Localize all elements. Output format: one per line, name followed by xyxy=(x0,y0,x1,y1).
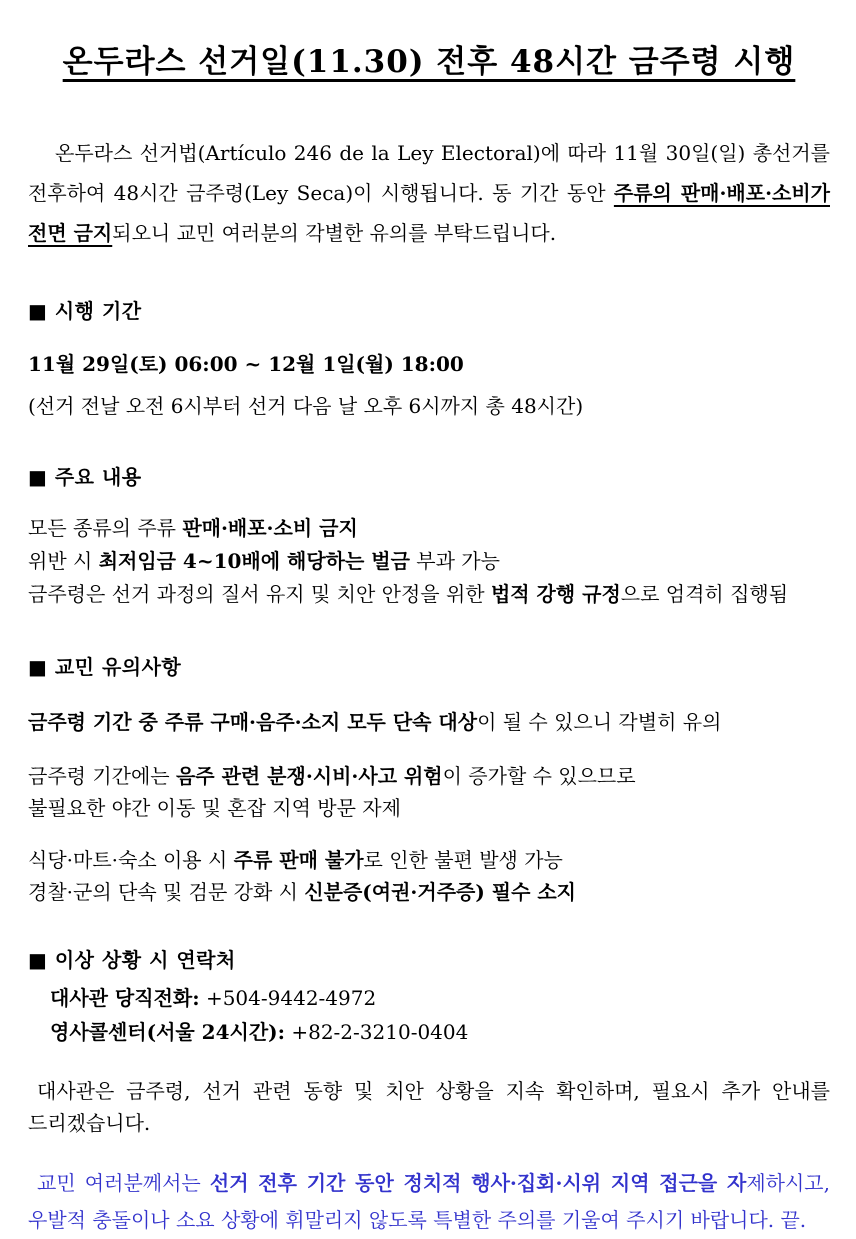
main-line-3 xyxy=(28,578,830,611)
notice-p4-bold: 신분증(여권·거주증) 필수 소지 xyxy=(304,880,576,904)
period-note-line: (선거 전날 오전 6시부터 선거 다음 날 오후 6시까지 총 48시간) xyxy=(28,394,584,418)
main-line2-pre: 위반 시 xyxy=(28,549,99,573)
notice-p4-pre: 경찰·군의 단속 및 검문 강화 시 xyxy=(28,880,305,904)
page-title xyxy=(28,36,830,81)
section-heading-notice: ■ 교민 유의사항 xyxy=(28,655,182,679)
period-date-line: 11월 29일(토) 06:00 ~ 12월 1일(월) 18:00 xyxy=(28,352,464,376)
notice-paragraph-1 xyxy=(28,706,830,738)
main-line3-post: 으로 엄격히 집행됨 xyxy=(620,582,789,606)
embassy-phone-label: 대사관 당직전화: xyxy=(50,986,200,1010)
closing-p2-bold: 선거 전후 기간 동안 정치적 행사·집회·시위 지역 접근을 자 xyxy=(209,1171,747,1195)
main-line1-pre: 모든 종류의 주류 xyxy=(28,516,183,540)
intro-text-1: 온두라스 선거법(Artículo 246 de la Ley Electoral)에 따라 11월 30일(일) 총선거를 전후하여 48시간 금주령(Ley Seca)이 시행됩니다. 동 기간 동안 xyxy=(28,141,830,205)
closing-p2-post: 제하시고, 우발적 충돌이나 소요 상황에 휘말리지 않도록 특별한 주의를 기울여 주시기 바랍니다. 끝. xyxy=(28,1171,830,1232)
main-line2-bold: 최저임금 4~10배에 해당하는 벌금 xyxy=(98,549,410,573)
main-line3-bold: 법적 강행 규정 xyxy=(490,582,621,606)
main-line-2 xyxy=(28,545,830,578)
callcenter-number: +82-2-3210-0404 xyxy=(284,1020,469,1044)
notice-paragraph-2 xyxy=(28,760,830,824)
closing-p2-pre: 교민 여러분께서는 xyxy=(37,1171,210,1195)
notice-paragraph-3 xyxy=(28,844,830,908)
page-title-text: 온두라스 선거일(11.30) 전후 48시간 금주령 시행 xyxy=(62,44,796,80)
notice-p1-post: 이 될 수 있으니 각별히 유의 xyxy=(477,710,722,734)
main-content-block xyxy=(28,512,830,611)
contact-line-callcenter xyxy=(50,1015,830,1049)
contact-info-block xyxy=(28,981,830,1049)
main-line1-bold: 판매·배포·소비 금지 xyxy=(182,516,358,540)
closing-paragraph-2 xyxy=(28,1165,830,1239)
main-line2-post: 부과 가능 xyxy=(409,549,500,573)
contact-line-embassy xyxy=(50,981,830,1015)
notice-p2-line2: 불필요한 야간 이동 및 혼잡 지역 방문 자제 xyxy=(28,796,401,820)
notice-p3-pre: 식당·마트·숙소 이용 시 xyxy=(28,848,234,872)
notice-p2-pre: 금주령 기간에는 xyxy=(28,764,176,788)
closing-paragraph-1: 대사관은 금주령, 선거 관련 동향 및 치안 상황을 지속 확인하며, 필요시 추가 안내를 드리겠습니다. xyxy=(28,1079,830,1135)
notice-p2-post: 이 증가할 수 있으므로 xyxy=(442,764,636,788)
notice-p3-bold: 주류 판매 불가 xyxy=(233,848,364,872)
intro-text-2: 되오니 교민 여러분의 각별한 유의를 부탁드립니다. xyxy=(112,221,557,245)
main-line3-pre: 금주령은 선거 과정의 질서 유지 및 치안 안정을 위한 xyxy=(28,582,491,606)
section-heading-main: ■ 주요 내용 xyxy=(28,465,142,489)
notice-p1-bold: 금주령 기간 중 주류 구매·음주·소지 모두 단속 대상 xyxy=(28,710,478,734)
callcenter-label: 영사콜센터(서울 24시간): xyxy=(50,1020,285,1044)
intro-text-emphasis: 주류의 판매·배포·소비가 전면 금지 xyxy=(28,181,830,245)
section-heading-period: ■ 시행 기간 xyxy=(28,299,142,323)
main-line-1 xyxy=(28,512,830,545)
intro-paragraph xyxy=(28,133,830,253)
notice-p3-post: 로 인한 불편 발생 가능 xyxy=(363,848,563,872)
section-heading-contact: ■ 이상 상황 시 연락처 xyxy=(28,948,236,972)
embassy-phone-number: +504-9442-4972 xyxy=(199,986,377,1010)
notice-p2-bold: 음주 관련 분쟁·시비·사고 위험 xyxy=(175,764,443,788)
